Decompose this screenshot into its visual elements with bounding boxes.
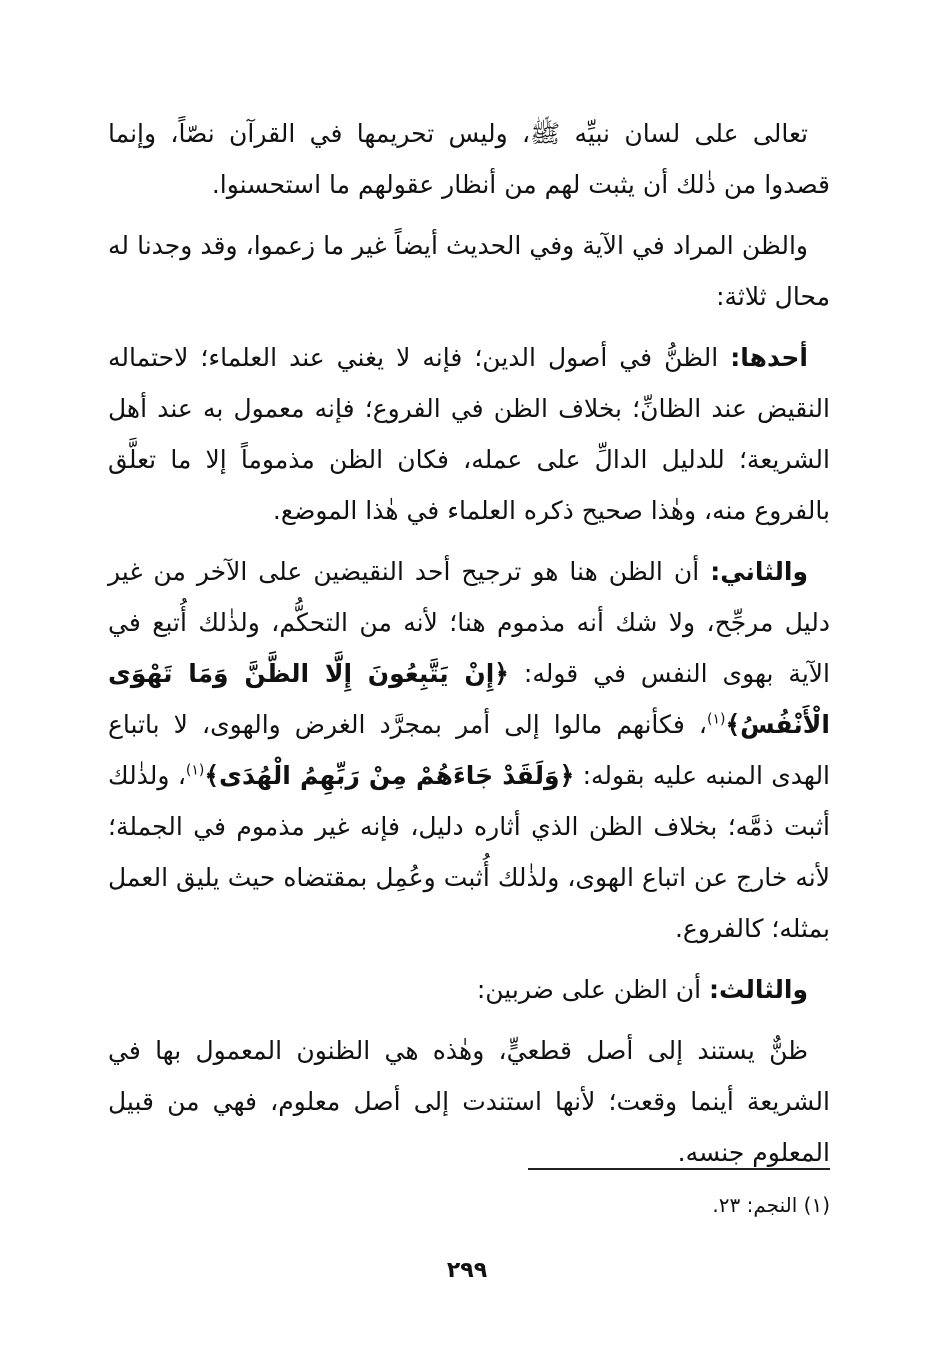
- paragraph-second-body-after: ، ولذٰلك أثبت ذمَّه؛ بخلاف الظن الذي أثاره دليل، فإنه غير مذموم في الجملة؛ لأنه خارج عن اتباع الهوى، ولذٰلك أُثبت وعُمِل بمقتضاه حيث يليق العمل بمثله؛ كالفروع.: [108, 761, 830, 943]
- paragraph-second: [108, 546, 830, 954]
- paragraph-1-body: تعالى على لسان نبيِّه ﷺ، وليس تحريمها في القرآن نصّاً، وإنما قصدوا من ذٰلك أن يثبت لهم من أنظار عقولهم ما استحسنوا.: [108, 119, 830, 199]
- footnote-divider: [528, 1168, 830, 1170]
- main-text: [108, 108, 830, 1188]
- footnote-ref-1: (١): [706, 711, 726, 728]
- paragraph-2-body: والظن المراد في الآية وفي الحديث أيضاً غير ما زعموا، وقد وجدنا له محال ثلاثة:: [108, 231, 830, 311]
- footnote-ref-2: (١): [185, 762, 205, 779]
- quran-quote-2: ﴿وَلَقَدْ جَاءَهُمْ مِنْ رَبِّهِمُ الْهُدَى﴾: [204, 761, 575, 790]
- paragraph-second-lead: والثاني:: [710, 557, 808, 586]
- paragraph-2: [108, 220, 830, 322]
- paragraph-third-body: أن الظن على ضربين:: [476, 975, 702, 1004]
- quran-quote-1: ﴿إِنْ يَتَّبِعُونَ إِلَّا الظَّنَّ وَمَا تَهْوَى الْأَنْفُسُ﴾: [108, 659, 830, 739]
- paragraph-1: [108, 108, 830, 210]
- footnote: (١) النجم: ٢٣.: [712, 1193, 830, 1217]
- paragraph-6: [108, 1025, 830, 1178]
- paragraph-first-body: الظنُّ في أصول الدين؛ فإنه لا يغني عند العلماء؛ لاحتماله النقيض عند الظانِّ؛ بخلاف الظن في الفروع؛ فإنه معمول به عند أهل الشريعة؛ للدليل الدالِّ على عمله، فكان الظن مذموماً إلا ما تعلَّق بالفروع منه، وهٰذا صحيح ذكره العلماء في هٰذا الموضع.: [108, 343, 830, 525]
- paragraph-second-body-before: أن الظن هنا هو ترجيح أحد النقيضين على الآخر من غير دليل مرجِّح، ولا شك أنه مذموم هنا؛ لأنه من التحكُّم، ولذٰلك أُتبع في الآية بهوى النفس في قوله:: [108, 557, 830, 688]
- paragraph-third: [108, 964, 830, 1015]
- paragraph-first: [108, 332, 830, 536]
- paragraph-third-lead: والثالث:: [709, 975, 808, 1004]
- page-number: ٢٩٩: [446, 1258, 488, 1283]
- paragraph-second-body-middle: ، فكأنهم مالوا إلى أمر بمجرَّد الغرض والهوى، لا باتباع الهدى المنبه عليه بقوله:: [108, 710, 831, 790]
- paragraph-first-lead: أحدها:: [730, 343, 808, 372]
- paragraph-6-body: ظنٌّ يستند إلى أصل قطعيٍّ، وهٰذه هي الظنون المعمول بها في الشريعة أينما وقعت؛ لأنها استندت إلى أصل معلوم، فهي من قبيل المعلوم جنسه.: [108, 1036, 830, 1167]
